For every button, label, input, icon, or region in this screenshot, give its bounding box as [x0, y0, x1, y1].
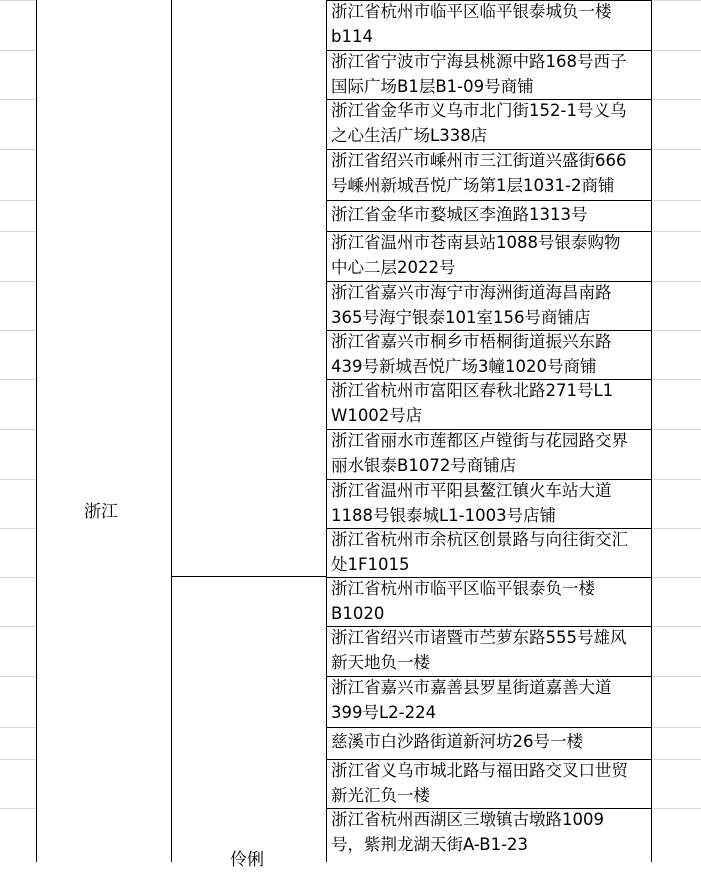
address-line: W1002号店: [331, 405, 423, 425]
cell-border: [171, 0, 172, 862]
cell-border: [326, 727, 652, 728]
address-line: 号嵊州新城吾悦广场第1层1031-2商铺: [331, 175, 615, 195]
address-cell[interactable]: [327, 330, 651, 379]
gridline: [652, 330, 701, 331]
address-cell[interactable]: [327, 231, 651, 281]
gridline: [0, 479, 36, 480]
gridline: [0, 330, 36, 331]
cell-border: [326, 281, 652, 282]
gridline: [0, 281, 36, 282]
gridline: [652, 99, 701, 100]
gridline: [0, 50, 36, 51]
cell-border: [326, 50, 652, 51]
address-line: 浙江省杭州市临平区临平银泰负一楼: [331, 579, 595, 598]
address-line: 处1F1015: [331, 554, 410, 574]
address-line: 浙江省嘉兴市海宁市海洲街道海昌南路: [331, 283, 612, 302]
gridline: [0, 231, 36, 232]
address-line: 浙江省杭州市余杭区创景路与向往街交汇: [331, 530, 628, 549]
address-line: 浙江省杭州西湖区三墩镇古墩路1009: [331, 810, 604, 829]
cell-border: [326, 479, 652, 480]
address-cell[interactable]: [327, 727, 651, 759]
gridline: [0, 99, 36, 100]
address-cell[interactable]: [327, 479, 651, 528]
address-cell[interactable]: [327, 281, 651, 330]
gridline: [652, 759, 701, 760]
address-line: 浙江省温州市平阳县鳌江镇火车站大道: [331, 481, 612, 500]
cell-border: [326, 429, 652, 430]
address-cell[interactable]: [327, 759, 651, 808]
gridline: [0, 676, 36, 677]
gridline: [652, 379, 701, 380]
cell-border: [326, 330, 652, 331]
gridline: [0, 808, 36, 809]
address-line: B1020: [331, 603, 385, 623]
cell-border: [326, 149, 652, 150]
cell-border: [326, 0, 652, 1]
address-cell[interactable]: [327, 0, 651, 50]
cell-border: [326, 200, 652, 201]
brand-cell[interactable]: 伶俐: [230, 850, 264, 870]
gridline: [652, 231, 701, 232]
gridline: [0, 626, 36, 627]
address-line: 浙江省杭州市富阳区春秋北路271号L1: [331, 381, 614, 400]
gridline: [0, 200, 36, 201]
address-line: 439号新城吾悦广场3幢1020号商铺: [331, 356, 597, 376]
cell-border: [326, 99, 652, 100]
cell-border: [326, 528, 652, 529]
address-line: 丽水银泰B1072号商铺店: [331, 455, 517, 475]
address-line: 慈溪市白沙路街道新河坊26号一楼: [331, 732, 583, 751]
gridline: [652, 479, 701, 480]
address-cell[interactable]: [327, 626, 651, 676]
gridline: [652, 281, 701, 282]
gridline: [0, 727, 36, 728]
address-line: 浙江省嘉兴市桐乡市梧桐街道振兴东路: [331, 332, 612, 351]
address-line: 浙江省宁波市宁海县桃源中路168号西子: [331, 52, 627, 71]
gridline: [0, 759, 36, 760]
gridline: [652, 429, 701, 430]
province-cell[interactable]: 浙江: [84, 502, 118, 522]
address-line: 浙江省丽水市莲都区卢镗街与花园路交界: [331, 431, 628, 450]
address-line: 浙江省金华市义乌市北门街152-1号义乌: [331, 101, 627, 120]
address-cell[interactable]: [327, 528, 651, 576]
address-cell[interactable]: [327, 50, 651, 99]
gridline: [0, 528, 36, 529]
gridline: [652, 727, 701, 728]
address-line: 号，紫荆龙湖天街A-B1-23: [331, 834, 529, 854]
gridline: [652, 676, 701, 677]
address-cell[interactable]: [327, 99, 651, 149]
cell-border: [326, 808, 652, 809]
address-cell[interactable]: [327, 577, 651, 626]
gridline: [0, 149, 36, 150]
address-line: 浙江省温州市苍南县站1088号银泰购物: [331, 233, 621, 252]
address-line: 365号海宁银泰101室156号商铺店: [331, 307, 591, 327]
cell-border: [326, 379, 652, 380]
address-line: 浙江省嘉兴市嘉善县罗星街道嘉善大道: [331, 678, 612, 697]
address-cell[interactable]: [327, 676, 651, 727]
address-cell[interactable]: [327, 808, 651, 862]
address-line: 浙江省绍兴市嵊州市三江街道兴盛街666: [331, 151, 627, 170]
gridline: [0, 0, 36, 1]
cell-border: [326, 626, 652, 627]
gridline: [0, 577, 36, 578]
address-line: 之心生活广场L338店: [331, 125, 488, 145]
cell-border: [171, 576, 326, 577]
gridline: [652, 528, 701, 529]
address-line: 浙江省金华市婺城区李渔路1313号: [331, 205, 588, 224]
gridline: [652, 149, 701, 150]
address-cell[interactable]: [327, 429, 651, 479]
address-line: 浙江省绍兴市诸暨市苎萝东路555号雄风: [331, 628, 627, 647]
gridline: [652, 50, 701, 51]
address-line: 399号L2-224: [331, 702, 437, 722]
address-line: 新天地负一楼: [331, 652, 430, 672]
cell-border: [326, 759, 652, 760]
address-line: 新光汇负一楼: [331, 785, 430, 805]
cell-border: [326, 577, 652, 578]
cell-border: [651, 0, 652, 862]
address-line: 1188号银泰城L1-1003号店铺: [331, 505, 557, 525]
address-cell[interactable]: [327, 149, 651, 200]
address-line: b114: [331, 26, 373, 46]
cell-border: [326, 231, 652, 232]
address-line: 浙江省杭州市临平区临平银泰城负一楼: [331, 2, 612, 21]
address-line: 中心二层2022号: [331, 257, 456, 277]
gridline: [0, 429, 36, 430]
address-line: 国际广场B1层B1-09号商铺: [331, 76, 534, 96]
gridline: [652, 626, 701, 627]
address-line: 浙江省义乌市城北路与福田路交叉口世贸: [331, 761, 628, 780]
gridline: [652, 577, 701, 578]
gridline: [652, 808, 701, 809]
address-cell[interactable]: [327, 200, 651, 231]
address-cell[interactable]: [327, 379, 651, 429]
gridline: [652, 0, 701, 1]
gridline: [652, 200, 701, 201]
cell-border: [326, 676, 652, 677]
gridline: [0, 379, 36, 380]
cell-border: [36, 0, 37, 862]
